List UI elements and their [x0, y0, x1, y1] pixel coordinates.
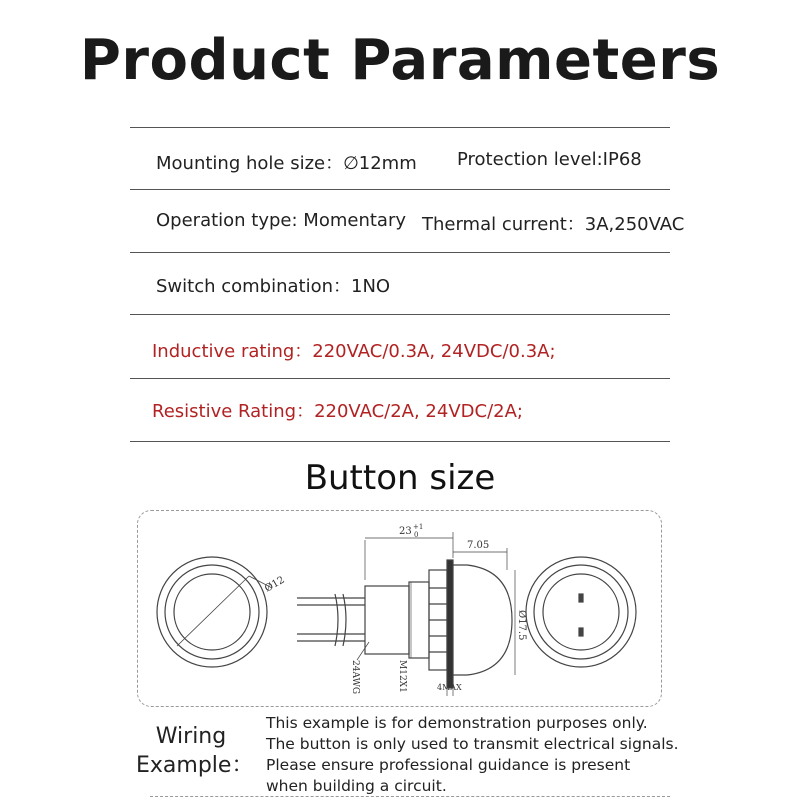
bottom-divider	[150, 796, 670, 797]
thermal-current: Thermal current：3A,250VAC	[422, 214, 685, 235]
wiring-line: This example is for demonstration purposes only.	[266, 714, 648, 732]
divider	[130, 189, 670, 190]
dim-cap-dia: Ø17.5	[516, 610, 527, 641]
switch-combination: Switch combination：1NO	[156, 276, 391, 297]
dim-overall-tol-upper: +1	[413, 523, 424, 531]
mounting-hole-size: Mounting hole size：∅12mm	[156, 153, 417, 174]
dim-overall-tol-lower: 0	[414, 531, 419, 539]
dim-hole-dia: Ø12	[263, 574, 287, 595]
front-view-left	[157, 557, 272, 667]
wiring-description	[266, 713, 679, 797]
dim-panel: 4MAX	[437, 683, 462, 692]
dim-thread: M12X1	[397, 660, 407, 693]
divider	[130, 314, 670, 315]
button-dimension-drawing	[137, 510, 662, 707]
divider	[130, 441, 670, 442]
wiring-label-line1: Wiring	[155, 724, 227, 749]
protection-level: Protection level:IP68	[457, 149, 642, 170]
divider	[130, 252, 670, 253]
dim-cap: 7.05	[467, 540, 490, 551]
dim-wire: 24AWG	[350, 660, 360, 695]
operation-type: Operation type: Momentary	[156, 210, 406, 231]
button-size-title: Button size	[304, 458, 496, 498]
dim-overall: 23	[399, 526, 412, 537]
back-view-right	[526, 557, 636, 667]
page-title: Product Parameters	[79, 28, 721, 93]
wiring-label-line2: Example：	[136, 753, 254, 778]
divider	[130, 127, 670, 128]
resistive-rating: Resistive Rating：220VAC/2A, 24VDC/2A;	[152, 401, 523, 422]
inductive-rating: Inductive rating：220VAC/0.3A, 24VDC/0.3A;	[152, 341, 556, 362]
wiring-example-label	[136, 722, 254, 780]
wiring-line: when building a circuit.	[266, 777, 447, 795]
divider	[130, 378, 670, 379]
wiring-line: The button is only used to transmit electrical signals.	[266, 735, 679, 753]
wiring-line: Please ensure professional guidance is present	[266, 756, 631, 774]
